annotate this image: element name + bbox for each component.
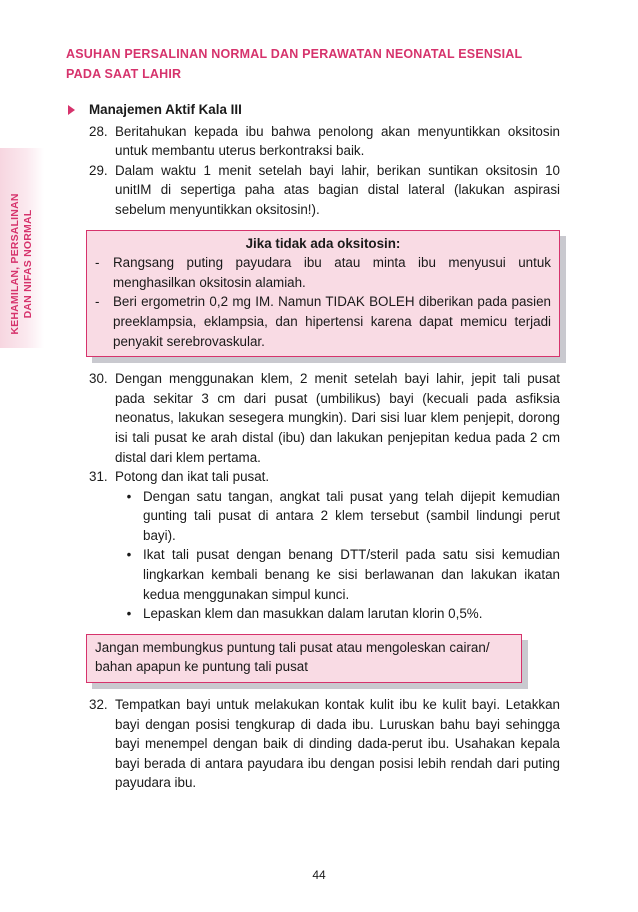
list-item <box>89 369 560 467</box>
section-heading <box>68 100 560 120</box>
box-item-text: Beri ergometrin 0,2 mg IM. Namun TIDAK BOLEH diberikan pada pasien preeklampsia, eklampsia, dan hipertensi karena dapat memicu terjadi penyakit serebrovaskular. <box>113 294 551 349</box>
warning-text: Jangan membungkus puntung tali pusat atau mengoleskan cairan/ bahan apapun ke puntung tali pusat <box>95 639 490 675</box>
umbilical-warning-box <box>86 634 522 683</box>
item-number: 31. <box>89 469 108 485</box>
warning-box <box>86 634 522 683</box>
box-title: Jika tidak ada oksitosin: <box>245 235 401 251</box>
item-text: Potong dan ikat tali pusat. <box>115 469 270 485</box>
oxytocin-note-box <box>86 230 560 358</box>
list-item <box>89 122 560 161</box>
triangle-bullet-icon <box>68 105 75 115</box>
header-line2: PADA SAAT LAHIR <box>66 67 182 81</box>
list-item <box>89 467 560 487</box>
page-number: 44 <box>312 868 326 882</box>
box-item-text: Rangsang puting payudara ibu atau minta ibu menyusui untuk menghasilkan oksitosin alamiah. <box>113 255 551 290</box>
box-item <box>95 292 551 351</box>
dash-mark: - <box>95 294 100 310</box>
bullet-mark: • <box>126 547 132 563</box>
main-content <box>66 100 560 793</box>
list-item <box>89 161 560 220</box>
box-item <box>95 253 551 292</box>
bullet-mark: • <box>126 606 132 622</box>
item-number: 32. <box>89 697 108 713</box>
bullet-item <box>115 487 560 546</box>
item-text: Dengan menggunakan klem, 2 menit setelah bayi lahir, jepit tali pusat pada sekitar 3 cm dari pusat (umbilikus) bayi (kecuali pada asfiksia neonatus, lakukan sesegera mungkin). Dari sisi luar klem penjepit, dorong isi tali pusat ke arah distal (ibu) dan lakukan penjepitan kedua pada 2 cm distal dari klem pertama. <box>115 371 560 465</box>
section-title: Manajemen Aktif Kala III <box>89 102 242 117</box>
header-line1: ASUHAN PERSALINAN NORMAL DAN PERAWATAN NEONATAL ESENSIAL <box>66 47 523 61</box>
page-header <box>66 44 566 84</box>
bullet-text: Dengan satu tangan, angkat tali pusat yang telah dijepit kemudian gunting tali pusat di antara 2 klem tersebut (sambil lindungi perut bayi). <box>143 488 560 543</box>
side-tab-line1: KEHAMILAN, PERSALINAN <box>9 193 21 335</box>
dash-mark: - <box>95 255 100 271</box>
side-tab-label <box>0 164 44 364</box>
item-text: Beritahukan kepada ibu bahwa penolong akan menyuntikkan oksitosin untuk membantu uterus berkontraksi baik. <box>115 123 560 159</box>
list-item <box>89 695 560 793</box>
note-box <box>86 230 560 358</box>
side-tab-line2: DAN NIFAS NORMAL <box>22 209 34 319</box>
bullet-item <box>115 545 560 604</box>
bullet-list <box>115 487 560 624</box>
bullet-text: Lepaskan klem dan masukkan dalam larutan klorin 0,5%. <box>143 606 483 622</box>
bullet-text: Ikat tali pusat dengan benang DTT/steril pada satu sisi kemudian lingkarkan kembali benang ke sisi berlawanan dan lakukan ikatan kedua menggunakan simpul kunci. <box>143 547 560 602</box>
bullet-item <box>115 604 560 624</box>
item-text: Dalam waktu 1 menit setelah bayi lahir, berikan suntikan oksitosin 10 unitIM di sepertiga paha atas bagian distal lateral (lakukan aspirasi sebelum menyuntikkan oksitosin!). <box>115 162 560 217</box>
bullet-mark: • <box>126 488 132 504</box>
item-number: 29. <box>89 162 108 178</box>
item-text: Tempatkan bayi untuk melakukan kontak kulit ibu ke kulit bayi. Letakkan bayi dengan posisi tengkurap di dada ibu. Luruskan bahu bayi sehingga bayi menempel dengan baik di dinding dada-perut ibu. Usahakan kepala bayi berada di antara payudara ibu dengan posisi lebih rendah dari puting payudara ibu. <box>115 697 560 791</box>
item-number: 30. <box>89 371 108 387</box>
item-number: 28. <box>89 123 108 139</box>
